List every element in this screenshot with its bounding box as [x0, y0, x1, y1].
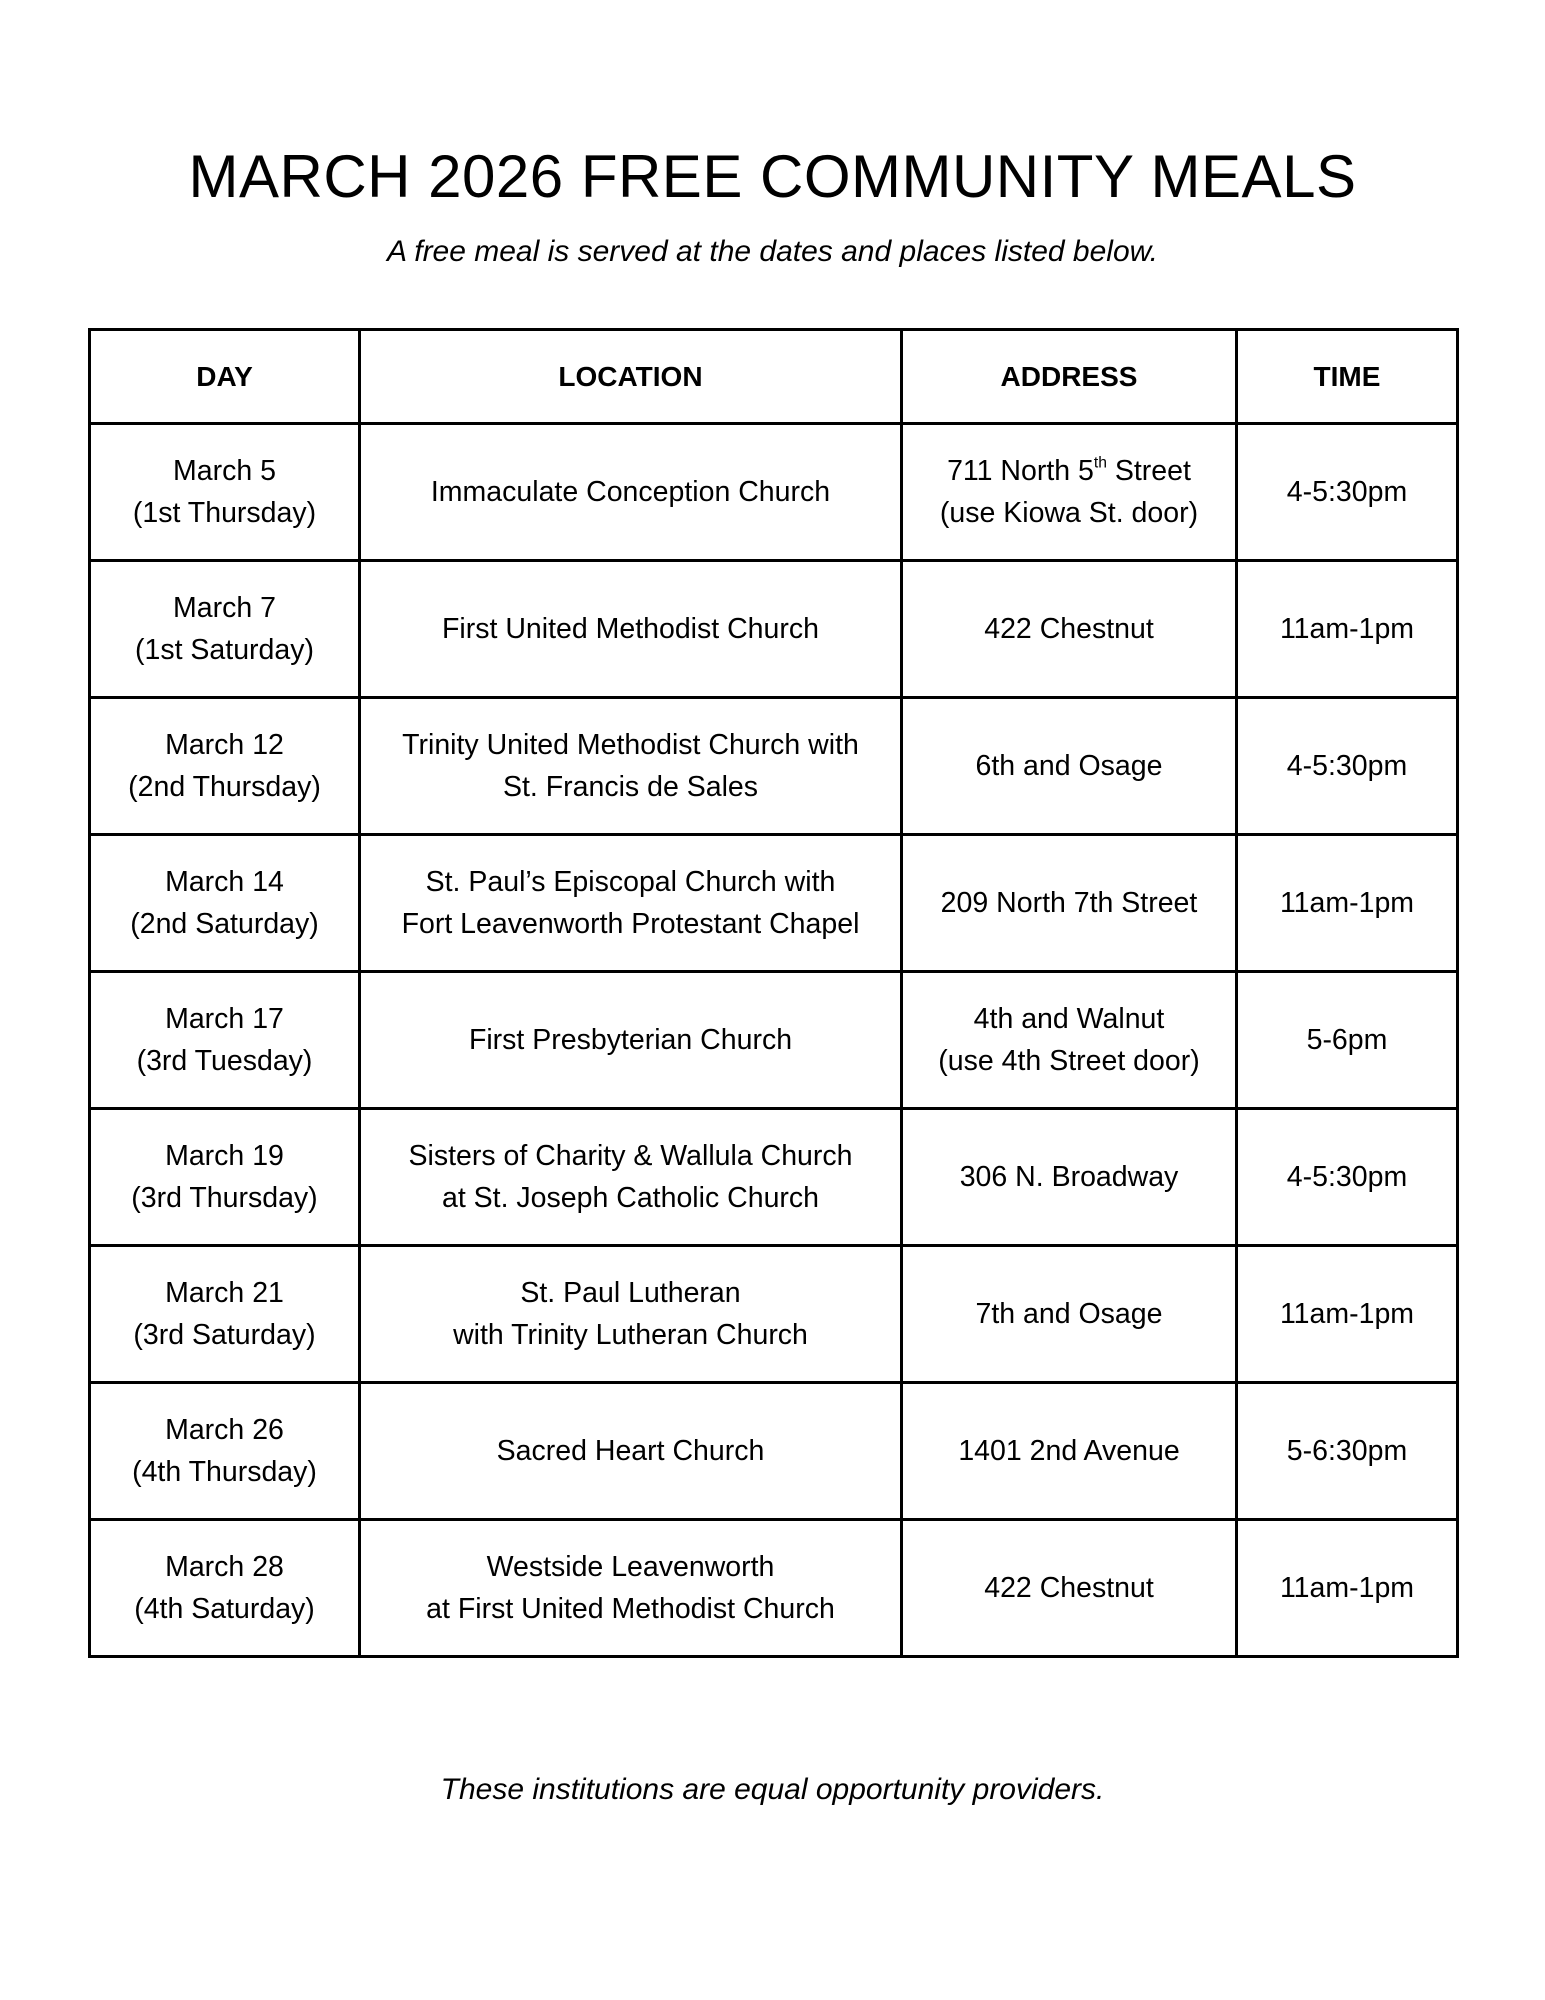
location-line: St. Paul Lutheran	[520, 1277, 741, 1309]
location-cell	[360, 1109, 902, 1246]
address-line: 7th and Osage	[975, 1298, 1163, 1330]
address-ordinal: th	[1093, 454, 1107, 472]
table-row	[90, 1520, 1458, 1657]
address-cell	[902, 698, 1237, 835]
page-subtitle: A free meal is served at the dates and places listed below.	[387, 235, 1158, 268]
time-cell: 11am-1pm	[1237, 1246, 1458, 1383]
address-cell	[902, 561, 1237, 698]
footer-note: These institutions are equal opportunity providers.	[440, 1773, 1105, 1806]
day-weekday: (1st Thursday)	[132, 497, 317, 529]
address-text: 711 North 5	[947, 455, 1094, 487]
day-date: March 28	[165, 1551, 284, 1583]
address-cell	[902, 1246, 1237, 1383]
location-line: Sacred Heart Church	[496, 1435, 765, 1467]
day-cell	[90, 561, 360, 698]
time-cell: 4-5:30pm	[1237, 698, 1458, 835]
header-time: TIME	[1237, 330, 1458, 424]
table-row	[90, 698, 1458, 835]
day-weekday: (4th Thursday)	[132, 1456, 317, 1488]
address-line: 4th and Walnut	[973, 1003, 1165, 1035]
address-text: Street	[1106, 455, 1191, 487]
address-cell	[902, 1520, 1237, 1657]
day-cell	[90, 972, 360, 1109]
day-weekday: (1st Saturday)	[135, 634, 314, 666]
location-line: First United Methodist Church	[442, 613, 819, 645]
time-cell: 11am-1pm	[1237, 835, 1458, 972]
location-line: Immaculate Conception Church	[430, 476, 831, 508]
day-cell	[90, 698, 360, 835]
day-weekday: (3rd Saturday)	[133, 1319, 316, 1351]
location-line: Trinity United Methodist Church with	[402, 729, 859, 761]
location-line: Sisters of Charity & Wallula Church	[408, 1140, 853, 1172]
location-cell	[360, 1520, 902, 1657]
location-line: First Presbyterian Church	[468, 1024, 793, 1056]
day-date: March 7	[173, 592, 276, 624]
location-cell	[360, 972, 902, 1109]
location-line: Fort Leavenworth Protestant Chapel	[401, 908, 860, 940]
address-line	[911, 450, 1227, 492]
day-weekday: (2nd Saturday)	[130, 908, 319, 940]
address-note: (use Kiowa St. door)	[939, 497, 1199, 529]
time-cell: 11am-1pm	[1237, 1520, 1458, 1657]
table-row	[90, 1383, 1458, 1520]
table-row	[90, 972, 1458, 1109]
header-location: LOCATION	[360, 330, 902, 424]
day-weekday: (2nd Thursday)	[128, 771, 321, 803]
address-cell	[902, 835, 1237, 972]
address-cell	[902, 424, 1237, 561]
meals-table	[88, 328, 1459, 1658]
location-line: at First United Methodist Church	[426, 1593, 835, 1625]
header-day: DAY	[90, 330, 360, 424]
location-line: St. Francis de Sales	[502, 771, 759, 803]
address-cell	[902, 972, 1237, 1109]
location-cell	[360, 698, 902, 835]
time-cell: 11am-1pm	[1237, 561, 1458, 698]
page-title: MARCH 2026 FREE COMMUNITY MEALS	[188, 143, 1357, 210]
table-row	[90, 561, 1458, 698]
day-date: March 26	[165, 1414, 284, 1446]
address-cell	[902, 1109, 1237, 1246]
location-cell	[360, 561, 902, 698]
location-line: at St. Joseph Catholic Church	[441, 1182, 820, 1214]
day-date: March 5	[173, 455, 276, 487]
header-address: ADDRESS	[902, 330, 1237, 424]
day-weekday: (3rd Tuesday)	[136, 1045, 313, 1077]
time-cell: 4-5:30pm	[1237, 424, 1458, 561]
location-line: with Trinity Lutheran Church	[453, 1319, 808, 1351]
address-note: (use 4th Street door)	[938, 1045, 1200, 1077]
location-cell	[360, 1246, 902, 1383]
time-cell: 4-5:30pm	[1237, 1109, 1458, 1246]
location-line: Westside Leavenworth	[486, 1551, 775, 1583]
location-cell	[360, 835, 902, 972]
location-cell	[360, 1383, 902, 1520]
day-weekday: (4th Saturday)	[134, 1593, 315, 1625]
address-line: 1401 2nd Avenue	[958, 1435, 1180, 1467]
location-line: St. Paul’s Episcopal Church with	[425, 866, 836, 898]
table-header-row	[90, 330, 1458, 424]
address-line: 422 Chestnut	[984, 613, 1154, 645]
address-line: 209 North 7th Street	[940, 887, 1198, 919]
time-cell: 5-6:30pm	[1237, 1383, 1458, 1520]
day-date: March 14	[165, 866, 284, 898]
day-weekday: (3rd Thursday)	[131, 1182, 318, 1214]
day-date: March 19	[165, 1140, 284, 1172]
day-cell	[90, 1383, 360, 1520]
day-date: March 12	[165, 729, 284, 761]
table-row	[90, 835, 1458, 972]
day-cell	[90, 424, 360, 561]
address-line: 422 Chestnut	[984, 1572, 1154, 1604]
table-row	[90, 1246, 1458, 1383]
day-cell	[90, 835, 360, 972]
time-cell: 5-6pm	[1237, 972, 1458, 1109]
location-cell	[360, 424, 902, 561]
table-row	[90, 424, 1458, 561]
table-row	[90, 1109, 1458, 1246]
day-date: March 21	[165, 1277, 284, 1309]
day-cell	[90, 1109, 360, 1246]
day-cell	[90, 1246, 360, 1383]
address-line: 6th and Osage	[975, 750, 1163, 782]
address-line: 306 N. Broadway	[959, 1161, 1179, 1193]
address-cell	[902, 1383, 1237, 1520]
day-date: March 17	[165, 1003, 284, 1035]
day-cell	[90, 1520, 360, 1657]
